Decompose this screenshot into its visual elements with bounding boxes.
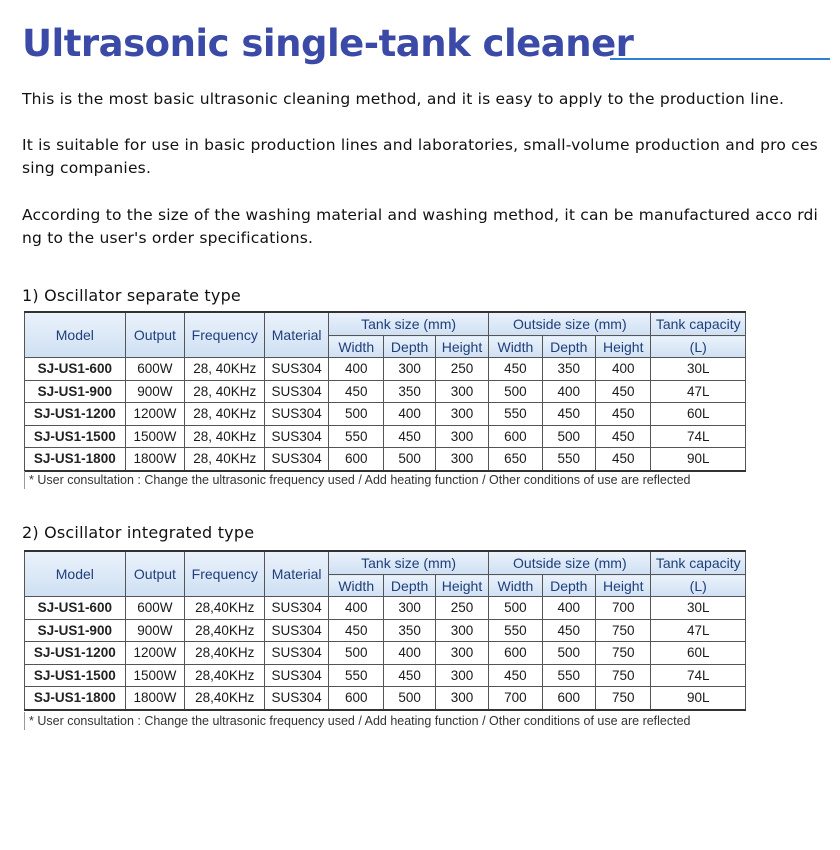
cell-frequency: 28, 40KHz bbox=[185, 403, 265, 426]
cell-frequency: 28,40KHz bbox=[185, 597, 265, 620]
cell-tank-depth: 450 bbox=[384, 425, 435, 448]
cell-output: 900W bbox=[125, 619, 185, 642]
cell-tank-depth: 300 bbox=[384, 358, 435, 381]
cell-outside-depth: 350 bbox=[542, 358, 595, 381]
cell-tank-width: 500 bbox=[328, 403, 383, 426]
cell-material: SUS304 bbox=[265, 380, 329, 403]
cell-tank-width: 550 bbox=[328, 425, 383, 448]
cell-outside-depth: 450 bbox=[542, 619, 595, 642]
cell-outside-width: 600 bbox=[489, 425, 542, 448]
table-row bbox=[25, 403, 746, 426]
table-row bbox=[25, 425, 746, 448]
cell-outside-depth: 600 bbox=[542, 687, 595, 710]
table-note-separate: * User consultation : Change the ultrasonic frequency used / Add heating function / Other conditions of use are reflected bbox=[24, 471, 751, 489]
cell-frequency: 28,40KHz bbox=[185, 642, 265, 665]
cell-material: SUS304 bbox=[265, 425, 329, 448]
cell-model: SJ-US1-1200 bbox=[25, 403, 126, 426]
cell-tank-capacity: 74L bbox=[651, 664, 746, 687]
cell-tank-depth: 400 bbox=[384, 403, 435, 426]
cell-model: SJ-US1-1800 bbox=[25, 687, 126, 710]
cell-model: SJ-US1-900 bbox=[25, 619, 126, 642]
cell-outside-width: 600 bbox=[489, 642, 542, 665]
cell-outside-height: 750 bbox=[596, 664, 651, 687]
page-title: Ultrasonic single-tank cleaner bbox=[22, 22, 634, 65]
header-output: Output bbox=[125, 312, 185, 358]
cell-outside-height: 450 bbox=[596, 448, 651, 471]
cell-tank-width: 600 bbox=[328, 448, 383, 471]
cell-outside-height: 750 bbox=[596, 642, 651, 665]
cell-tank-width: 400 bbox=[328, 358, 383, 381]
cell-material: SUS304 bbox=[265, 448, 329, 471]
cell-tank-depth: 500 bbox=[384, 448, 435, 471]
cell-tank-width: 400 bbox=[328, 597, 383, 620]
spec-table-separate bbox=[24, 311, 746, 472]
header-outside-width: Width bbox=[489, 575, 542, 597]
cell-outside-depth: 550 bbox=[542, 448, 595, 471]
cell-outside-depth: 550 bbox=[542, 664, 595, 687]
header-capacity-unit: (L) bbox=[651, 575, 746, 597]
cell-tank-capacity: 90L bbox=[651, 448, 746, 471]
cell-output: 600W bbox=[125, 597, 185, 620]
header-tank-height: Height bbox=[435, 336, 488, 358]
cell-tank-capacity: 60L bbox=[651, 642, 746, 665]
cell-material: SUS304 bbox=[265, 642, 329, 665]
cell-material: SUS304 bbox=[265, 597, 329, 620]
table-row bbox=[25, 380, 746, 403]
header-tank-size: Tank size (mm) bbox=[328, 312, 488, 336]
table-row bbox=[25, 358, 746, 381]
cell-outside-height: 450 bbox=[596, 403, 651, 426]
table-row bbox=[25, 597, 746, 620]
header-tank-height: Height bbox=[435, 575, 488, 597]
cell-tank-height: 300 bbox=[435, 619, 488, 642]
cell-material: SUS304 bbox=[265, 664, 329, 687]
cell-tank-capacity: 47L bbox=[651, 619, 746, 642]
cell-outside-width: 500 bbox=[489, 380, 542, 403]
cell-outside-width: 550 bbox=[489, 403, 542, 426]
header-outside-height: Height bbox=[596, 336, 651, 358]
cell-tank-height: 300 bbox=[435, 664, 488, 687]
cell-output: 900W bbox=[125, 380, 185, 403]
cell-tank-width: 550 bbox=[328, 664, 383, 687]
table-row bbox=[25, 687, 746, 710]
header-tank-depth: Depth bbox=[384, 336, 435, 358]
header-material: Material bbox=[265, 312, 329, 358]
table-row bbox=[25, 619, 746, 642]
header-tank-size: Tank size (mm) bbox=[328, 551, 488, 575]
intro-paragraph-3: According to the size of the washing material and washing method, it can be manufactured acco rding to the user's order specifications. bbox=[22, 206, 819, 247]
cell-tank-capacity: 47L bbox=[651, 380, 746, 403]
cell-tank-depth: 400 bbox=[384, 642, 435, 665]
cell-tank-capacity: 60L bbox=[651, 403, 746, 426]
header-frequency: Frequency bbox=[185, 551, 265, 597]
cell-output: 1500W bbox=[125, 664, 185, 687]
header-frequency: Frequency bbox=[185, 312, 265, 358]
cell-outside-height: 750 bbox=[596, 687, 651, 710]
cell-material: SUS304 bbox=[265, 403, 329, 426]
cell-outside-height: 700 bbox=[596, 597, 651, 620]
intro-paragraph-1: This is the most basic ultrasonic cleaning method, and it is easy to apply to the production line. bbox=[22, 90, 785, 108]
cell-outside-height: 450 bbox=[596, 425, 651, 448]
cell-frequency: 28,40KHz bbox=[185, 664, 265, 687]
cell-output: 1500W bbox=[125, 425, 185, 448]
cell-tank-capacity: 74L bbox=[651, 425, 746, 448]
cell-outside-width: 550 bbox=[489, 619, 542, 642]
cell-tank-width: 500 bbox=[328, 642, 383, 665]
cell-tank-width: 600 bbox=[328, 687, 383, 710]
cell-outside-depth: 500 bbox=[542, 642, 595, 665]
cell-frequency: 28, 40KHz bbox=[185, 425, 265, 448]
cell-tank-height: 300 bbox=[435, 425, 488, 448]
cell-output: 1200W bbox=[125, 642, 185, 665]
title-underline bbox=[610, 58, 830, 60]
cell-outside-depth: 500 bbox=[542, 425, 595, 448]
header-tank-width: Width bbox=[328, 336, 383, 358]
cell-frequency: 28,40KHz bbox=[185, 687, 265, 710]
cell-tank-depth: 350 bbox=[384, 619, 435, 642]
cell-outside-width: 650 bbox=[489, 448, 542, 471]
header-outside-depth: Depth bbox=[542, 336, 595, 358]
cell-outside-height: 450 bbox=[596, 380, 651, 403]
cell-tank-height: 300 bbox=[435, 380, 488, 403]
cell-tank-capacity: 90L bbox=[651, 687, 746, 710]
cell-outside-depth: 400 bbox=[542, 380, 595, 403]
cell-tank-depth: 350 bbox=[384, 380, 435, 403]
cell-model: SJ-US1-600 bbox=[25, 358, 126, 381]
cell-outside-depth: 450 bbox=[542, 403, 595, 426]
cell-tank-depth: 300 bbox=[384, 597, 435, 620]
cell-frequency: 28, 40KHz bbox=[185, 380, 265, 403]
table-row bbox=[25, 664, 746, 687]
section-heading-integrated: 2) Oscillator integrated type bbox=[22, 523, 255, 542]
header-outside-size: Outside size (mm) bbox=[489, 551, 651, 575]
cell-tank-height: 250 bbox=[435, 597, 488, 620]
table-body bbox=[25, 597, 746, 710]
cell-outside-width: 450 bbox=[489, 358, 542, 381]
header-tank-width: Width bbox=[328, 575, 383, 597]
cell-tank-depth: 500 bbox=[384, 687, 435, 710]
cell-tank-height: 300 bbox=[435, 403, 488, 426]
spec-table-integrated bbox=[24, 550, 746, 711]
header-material: Material bbox=[265, 551, 329, 597]
cell-material: SUS304 bbox=[265, 619, 329, 642]
cell-model: SJ-US1-900 bbox=[25, 380, 126, 403]
cell-frequency: 28,40KHz bbox=[185, 619, 265, 642]
cell-tank-height: 300 bbox=[435, 642, 488, 665]
header-outside-width: Width bbox=[489, 336, 542, 358]
cell-output: 1800W bbox=[125, 687, 185, 710]
cell-material: SUS304 bbox=[265, 687, 329, 710]
title-row bbox=[22, 22, 832, 72]
intro-paragraph-2: It is suitable for use in basic production lines and laboratories, small-volume production and pro cessing companies. bbox=[22, 136, 818, 177]
cell-tank-height: 250 bbox=[435, 358, 488, 381]
header-model: Model bbox=[25, 551, 126, 597]
cell-outside-width: 450 bbox=[489, 664, 542, 687]
table-note-integrated: * User consultation : Change the ultrasonic frequency used / Add heating function / Other conditions of use are reflected bbox=[24, 712, 751, 730]
cell-tank-capacity: 30L bbox=[651, 597, 746, 620]
cell-outside-depth: 400 bbox=[542, 597, 595, 620]
header-capacity-unit: (L) bbox=[651, 336, 746, 358]
cell-model: SJ-US1-1800 bbox=[25, 448, 126, 471]
cell-output: 600W bbox=[125, 358, 185, 381]
cell-outside-height: 750 bbox=[596, 619, 651, 642]
cell-tank-capacity: 30L bbox=[651, 358, 746, 381]
cell-model: SJ-US1-1500 bbox=[25, 425, 126, 448]
cell-outside-height: 400 bbox=[596, 358, 651, 381]
header-tank-capacity: Tank capacity bbox=[651, 551, 746, 575]
cell-model: SJ-US1-600 bbox=[25, 597, 126, 620]
header-output: Output bbox=[125, 551, 185, 597]
cell-output: 1200W bbox=[125, 403, 185, 426]
cell-tank-height: 300 bbox=[435, 687, 488, 710]
cell-model: SJ-US1-1200 bbox=[25, 642, 126, 665]
table-row bbox=[25, 642, 746, 665]
cell-frequency: 28, 40KHz bbox=[185, 448, 265, 471]
cell-tank-depth: 450 bbox=[384, 664, 435, 687]
cell-output: 1800W bbox=[125, 448, 185, 471]
cell-outside-width: 500 bbox=[489, 597, 542, 620]
header-outside-depth: Depth bbox=[542, 575, 595, 597]
cell-model: SJ-US1-1500 bbox=[25, 664, 126, 687]
table-body bbox=[25, 358, 746, 471]
cell-material: SUS304 bbox=[265, 358, 329, 381]
header-outside-size: Outside size (mm) bbox=[489, 312, 651, 336]
table-row bbox=[25, 448, 746, 471]
cell-tank-height: 300 bbox=[435, 448, 488, 471]
header-tank-depth: Depth bbox=[384, 575, 435, 597]
header-tank-capacity: Tank capacity bbox=[651, 312, 746, 336]
cell-tank-width: 450 bbox=[328, 380, 383, 403]
cell-tank-width: 450 bbox=[328, 619, 383, 642]
header-outside-height: Height bbox=[596, 575, 651, 597]
cell-frequency: 28, 40KHz bbox=[185, 358, 265, 381]
section-heading-separate: 1) Oscillator separate type bbox=[22, 286, 241, 305]
cell-outside-width: 700 bbox=[489, 687, 542, 710]
header-model: Model bbox=[25, 312, 126, 358]
